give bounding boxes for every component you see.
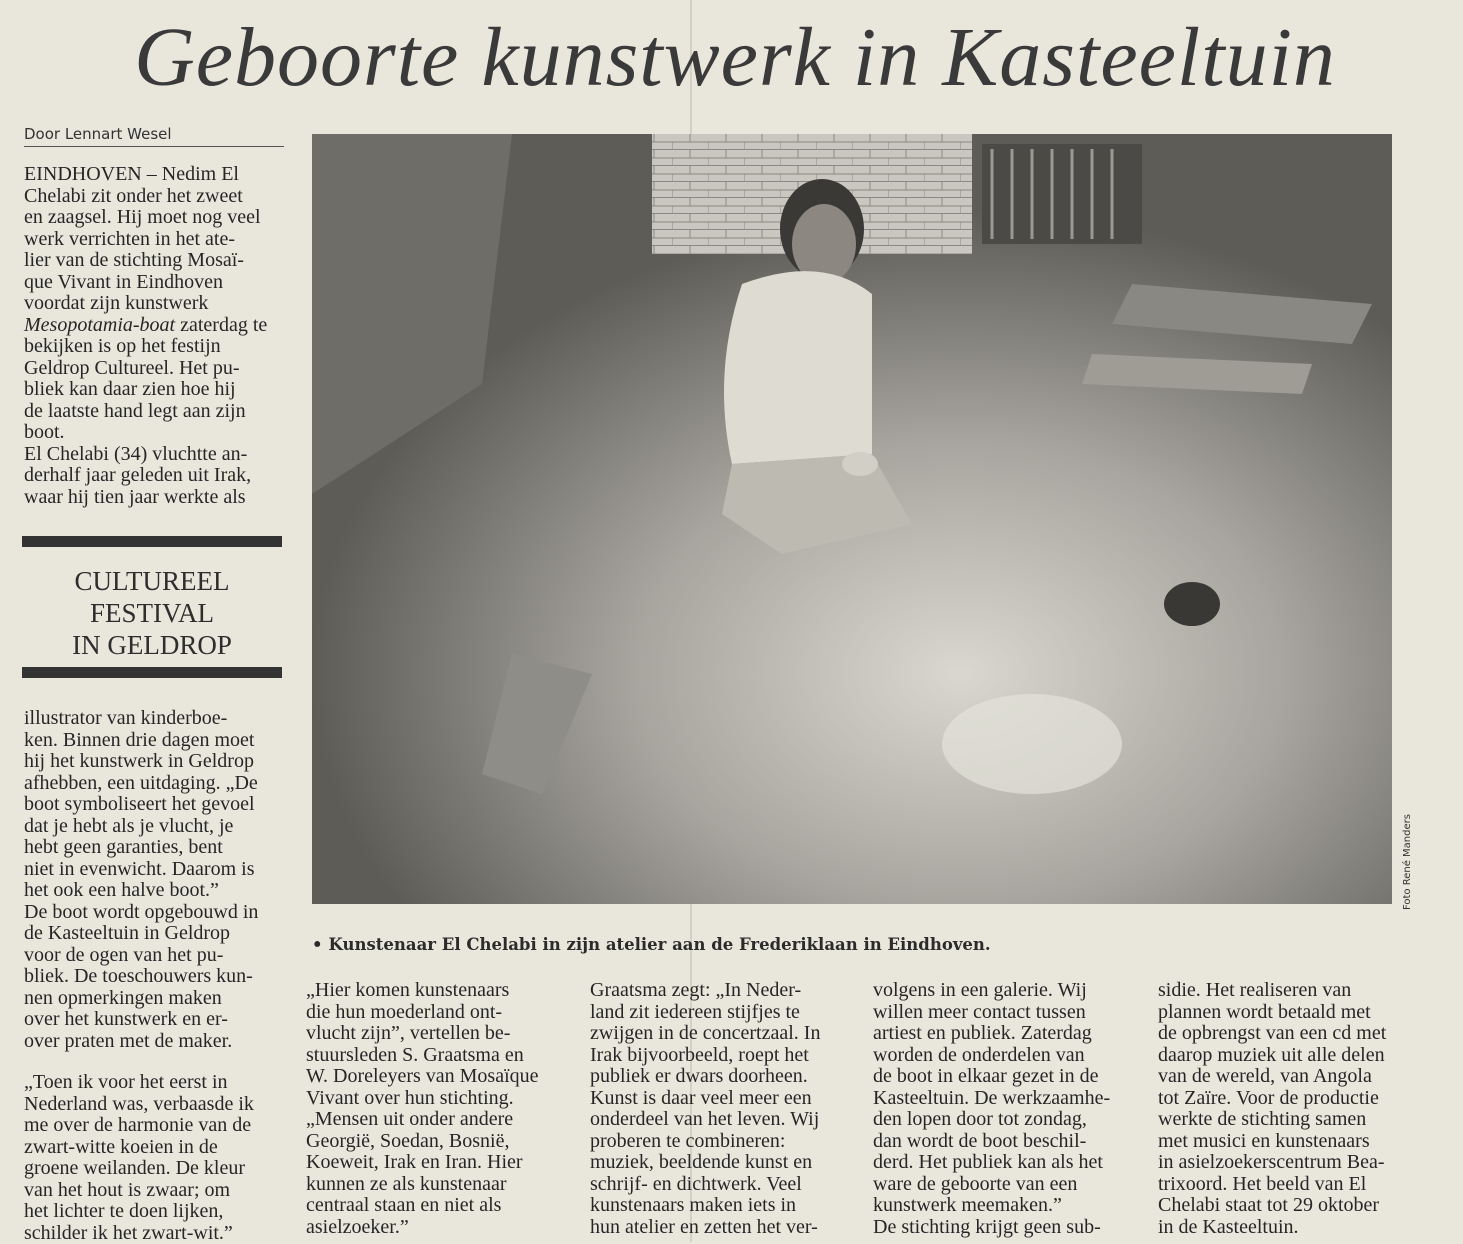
body-line: artiest en publiek. Zaterdag bbox=[873, 1023, 1148, 1045]
body-line: groene weilanden. De kleur bbox=[24, 1158, 294, 1180]
body-line: voor de ogen van het pu- bbox=[24, 945, 294, 967]
body-line: boot symboliseert het gevoel bbox=[24, 794, 294, 816]
body-line: van de wereld, van Angola bbox=[1158, 1066, 1443, 1088]
body-line: het ook een halve boot.” bbox=[24, 880, 294, 902]
body-line: schrijf- en dichtwerk. Veel bbox=[590, 1174, 860, 1196]
body-line: Vivant over hun stichting. bbox=[306, 1088, 576, 1110]
body-line: El Chelabi (34) vluchtte an- bbox=[24, 444, 294, 466]
body-line: Koeweit, Irak en Iran. Hier bbox=[306, 1152, 576, 1174]
body-line: met musici en kunstenaars bbox=[1158, 1131, 1443, 1153]
body-line: muziek, beeldende kunst en bbox=[590, 1152, 860, 1174]
column-1-top bbox=[24, 164, 294, 508]
body-line: Irak bijvoorbeeld, roept het bbox=[590, 1045, 860, 1067]
body-line: me over de harmonie van de bbox=[24, 1115, 294, 1137]
body-line: ware de geboorte van een bbox=[873, 1174, 1148, 1196]
body-line: werk verrichten in het ate- bbox=[24, 229, 294, 251]
body-line: kunnen ze als kunstenaar bbox=[306, 1174, 576, 1196]
body-line-with-title bbox=[24, 315, 294, 337]
body-line: bliek. De toeschouwers kun- bbox=[24, 966, 294, 988]
body-line: Graatsma zegt: „In Neder- bbox=[590, 980, 860, 1002]
body-line: Geldrop Cultureel. Het pu- bbox=[24, 358, 294, 380]
body-line: derhalf jaar geleden uit Irak, bbox=[24, 465, 294, 487]
body-line: zwijgen in de concertzaal. In bbox=[590, 1023, 860, 1045]
body-line: Chelabi zit onder het zweet bbox=[24, 186, 294, 208]
body-line: voordat zijn kunstwerk bbox=[24, 293, 294, 315]
body-line: sidie. Het realiseren van bbox=[1158, 980, 1443, 1002]
body-line: EINDHOVEN – Nedim El bbox=[24, 164, 294, 186]
body-line: werkte de stichting samen bbox=[1158, 1109, 1443, 1131]
column-2 bbox=[306, 980, 576, 1238]
body-line: „Mensen uit onder andere bbox=[306, 1109, 576, 1131]
body-line: in asielzoekerscentrum Bea- bbox=[1158, 1152, 1443, 1174]
caption-text: Kunstenaar El Chelabi in zijn atelier aan de Frederiklaan in Eindhoven. bbox=[329, 935, 991, 954]
body-line: volgens in een galerie. Wij bbox=[873, 980, 1148, 1002]
body-line: De stichting krijgt geen sub- bbox=[873, 1217, 1148, 1239]
column-3 bbox=[590, 980, 860, 1238]
body-line: „Hier komen kunstenaars bbox=[306, 980, 576, 1002]
byline: Door Lennart Wesel bbox=[24, 124, 284, 147]
section-banner bbox=[22, 536, 282, 678]
body-line: plannen wordt betaald met bbox=[1158, 1002, 1443, 1024]
body-line: asielzoeker.” bbox=[306, 1217, 576, 1239]
article-photo bbox=[312, 134, 1392, 904]
body-line: de laatste hand legt aan zijn bbox=[24, 401, 294, 423]
photo-illustration bbox=[312, 134, 1392, 904]
photo-caption bbox=[312, 934, 1312, 956]
column-4 bbox=[873, 980, 1148, 1238]
body-line: ken. Binnen drie dagen moet bbox=[24, 730, 294, 752]
body-line: den lopen door tot zondag, bbox=[873, 1109, 1148, 1131]
caption-bullet-icon: • bbox=[312, 935, 323, 954]
body-line: Kunst is daar veel meer een bbox=[590, 1088, 860, 1110]
body-line: publiek er dwars doorheen. bbox=[590, 1066, 860, 1088]
body-line: de Kasteeltuin in Geldrop bbox=[24, 923, 294, 945]
body-line: die hun moederland ont- bbox=[306, 1002, 576, 1024]
body-line: het lichter te doen lijken, bbox=[24, 1201, 294, 1223]
body-line: „Toen ik voor het eerst in bbox=[24, 1072, 294, 1094]
body-line: land zit iedereen stijfjes te bbox=[590, 1002, 860, 1024]
artwork-title: Mesopotamia-boat bbox=[24, 314, 175, 336]
photo-credit: Foto René Manders bbox=[1402, 894, 1418, 910]
photo-light-spot bbox=[942, 694, 1122, 794]
body-line: boot. bbox=[24, 422, 294, 444]
body-line: De boot wordt opgebouwd in bbox=[24, 902, 294, 924]
body-line: derd. Het publiek kan als het bbox=[873, 1152, 1148, 1174]
banner-line: IN GELDROP bbox=[22, 629, 282, 661]
body-line: vlucht zijn”, vertellen be- bbox=[306, 1023, 576, 1045]
body-line: van het hout is zwaar; om bbox=[24, 1180, 294, 1202]
body-line: lier van de stichting Mosaï- bbox=[24, 250, 294, 272]
column-1-bottom bbox=[24, 708, 294, 1244]
body-line: Georgië, Soedan, Bosnië, bbox=[306, 1131, 576, 1153]
banner-line: CULTUREEL bbox=[22, 565, 282, 597]
body-line: stuursleden S. Graatsma en bbox=[306, 1045, 576, 1067]
body-line: Kasteeltuin. De werkzaamhe- bbox=[873, 1088, 1148, 1110]
body-line: tot Zaïre. Voor de productie bbox=[1158, 1088, 1443, 1110]
body-line: hebt geen garanties, bent bbox=[24, 837, 294, 859]
body-line: bliek kan daar zien hoe hij bbox=[24, 379, 294, 401]
body-line: willen meer contact tussen bbox=[873, 1002, 1148, 1024]
body-line: daarop muziek uit alle delen bbox=[1158, 1045, 1443, 1067]
body-line: worden de onderdelen van bbox=[873, 1045, 1148, 1067]
body-line: in de Kasteeltuin. bbox=[1158, 1217, 1443, 1239]
body-line: Nederland was, verbaasde ik bbox=[24, 1094, 294, 1116]
body-line: illustrator van kinderboe- bbox=[24, 708, 294, 730]
body-line: nen opmerkingen maken bbox=[24, 988, 294, 1010]
body-line: trixoord. Het beeld van El bbox=[1158, 1174, 1443, 1196]
body-line: waar hij tien jaar werkte als bbox=[24, 487, 294, 509]
body-line: W. Doreleyers van Mosaïque bbox=[306, 1066, 576, 1088]
body-line: schilder ik het zwart-wit.” bbox=[24, 1223, 294, 1244]
banner-line: FESTIVAL bbox=[22, 597, 282, 629]
body-line: Chelabi staat tot 29 oktober bbox=[1158, 1195, 1443, 1217]
body-line: proberen te combineren: bbox=[590, 1131, 860, 1153]
body-line: zwart-witte koeien in de bbox=[24, 1137, 294, 1159]
body-text: zaterdag te bbox=[175, 314, 267, 336]
body-line: bekijken is op het festijn bbox=[24, 336, 294, 358]
body-line: over het kunstwerk en er- bbox=[24, 1009, 294, 1031]
body-line: kunstwerk meemaken.” bbox=[873, 1195, 1148, 1217]
body-line: de opbrengst van een cd met bbox=[1158, 1023, 1443, 1045]
body-line: hun atelier en zetten het ver- bbox=[590, 1217, 860, 1239]
body-line: dat je hebt als je vlucht, je bbox=[24, 816, 294, 838]
body-line: afhebben, een uitdaging. „De bbox=[24, 773, 294, 795]
column-5 bbox=[1158, 980, 1443, 1238]
body-line: over praten met de maker. bbox=[24, 1031, 294, 1053]
body-line: en zaagsel. Hij moet nog veel bbox=[24, 207, 294, 229]
body-line: hij het kunstwerk in Geldrop bbox=[24, 751, 294, 773]
photo-radiator bbox=[982, 144, 1142, 244]
body-line: dan wordt de boot beschil- bbox=[873, 1131, 1148, 1153]
body-line: onderdeel van het leven. Wij bbox=[590, 1109, 860, 1131]
body-line: kunstenaars maken iets in bbox=[590, 1195, 860, 1217]
body-line: niet in evenwicht. Daarom is bbox=[24, 859, 294, 881]
headline: Geboorte kunstwerk in Kasteeltuin bbox=[40, 8, 1430, 108]
photo-helmet bbox=[1164, 582, 1220, 626]
body-line: de boot in elkaar gezet in de bbox=[873, 1066, 1148, 1088]
body-line: que Vivant in Eindhoven bbox=[24, 272, 294, 294]
body-line: centraal staan en niet als bbox=[306, 1195, 576, 1217]
